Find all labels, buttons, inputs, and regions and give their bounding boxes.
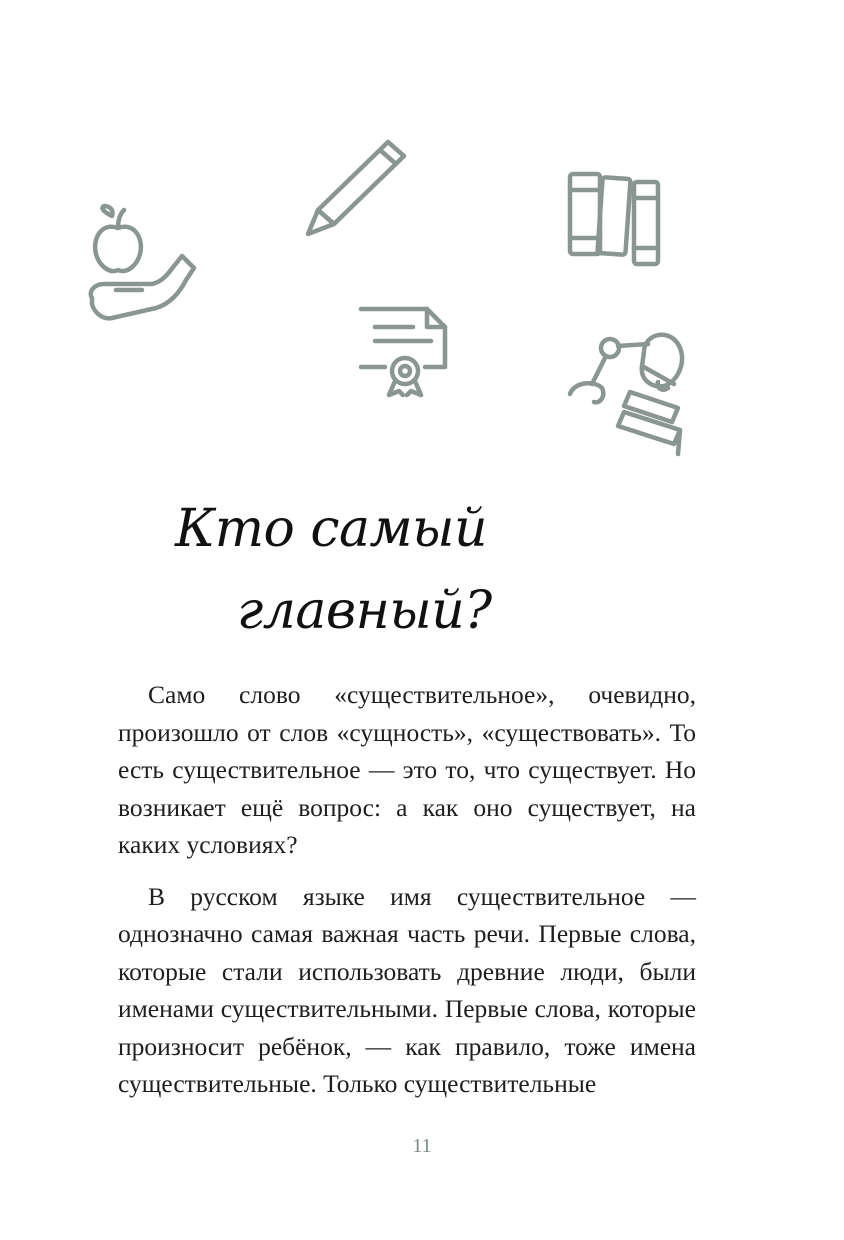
body-text bbox=[118, 676, 696, 1117]
apple-hand-icon bbox=[82, 200, 207, 330]
books-icon bbox=[562, 160, 667, 270]
chapter-title-line-1: Кто самый bbox=[175, 499, 487, 559]
page-number: 11 bbox=[412, 1135, 432, 1157]
certificate-icon bbox=[355, 303, 455, 398]
paragraph-1: Само слово «существительное», очевидно, произошло от слов «сущность», «существовать». То есть существительное — это то, что существует. Но возникает ещё вопрос: а как оно существует, на каких условиях? bbox=[118, 680, 696, 859]
desk-lamp-icon bbox=[560, 322, 705, 462]
chapter-title-line-2: главный? bbox=[237, 581, 492, 641]
chapter-title bbox=[175, 488, 575, 652]
paragraph-2: В русском языке имя существительное — однозначно самая важная часть речи. Первые слова, которые стали использовать древние люди, были именами существительными. Первые слова, которые произносит ребёнок, — как правило, тоже имена существительные. Только существительные bbox=[118, 881, 696, 1098]
pencil-icon bbox=[300, 136, 410, 241]
